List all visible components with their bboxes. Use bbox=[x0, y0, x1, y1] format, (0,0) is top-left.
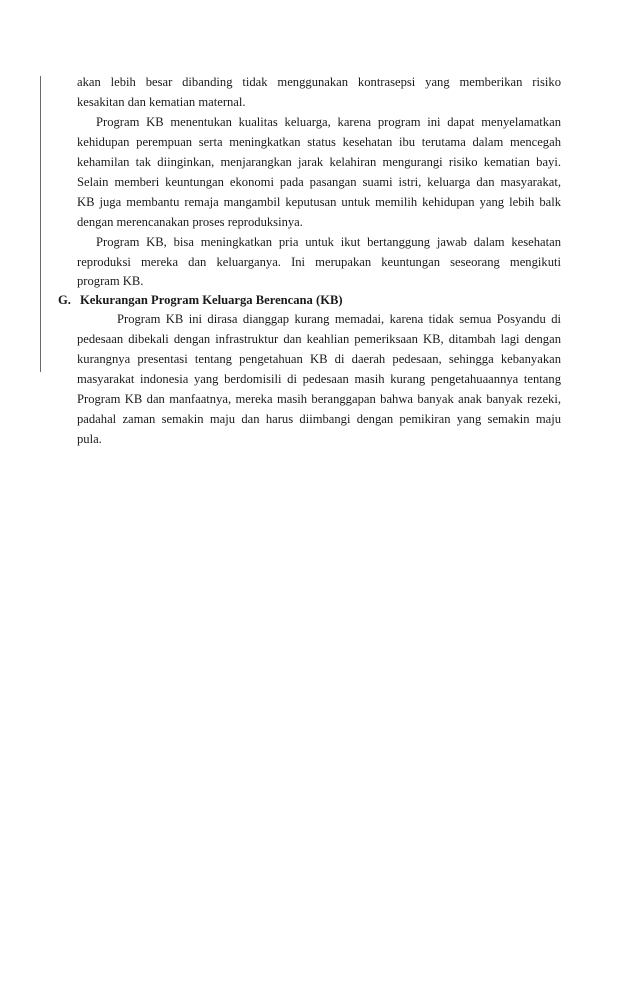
section-title: Kekurangan Program Keluarga Berencana (KB) bbox=[80, 293, 343, 307]
margin-rule bbox=[40, 76, 41, 372]
text-line: masyarakat indonesia yang berdomisili di pedesaan masih kurang pengetahuaannya tentang bbox=[77, 372, 561, 386]
text-line: pedesaan dibekali dengan infrastruktur dan keahlian pemeriksaan KB, ditambah lagi dengan bbox=[77, 332, 561, 346]
text-line: Selain memberi keuntungan ekonomi pada pasangan suami istri, keluarga dan masyarakat, bbox=[77, 175, 561, 189]
text-line: akan lebih besar dibanding tidak menggunakan kontrasepsi yang memberikan risiko bbox=[77, 75, 561, 89]
text-line: Program KB, bisa meningkatkan pria untuk ikut bertanggung jawab dalam kesehatan bbox=[96, 235, 561, 249]
text-line: Program KB menentukan kualitas keluarga, karena program ini dapat menyelamatkan bbox=[96, 115, 561, 129]
text-line: Program KB dan manfaatnya, mereka masih beranggapan bahwa banyak anak banyak rezeki, bbox=[77, 392, 561, 406]
text-line: dengan merencanakan proses reproduksinya. bbox=[77, 215, 303, 229]
text-line: kehidupan perempuan serta meningkatkan status kesehatan ibu terutama dalam mencegah bbox=[77, 135, 561, 149]
text-line: padahal zaman semakin maju dan harus diimbangi dengan pemikiran yang semakin maju bbox=[77, 412, 561, 426]
text-line: kesakitan dan kematian maternal. bbox=[77, 95, 246, 109]
section-heading bbox=[58, 290, 343, 310]
text-line: program KB. bbox=[77, 274, 144, 288]
text-line: reproduksi mereka dan keluarganya. Ini merupakan keuntungan seseorang mengikuti bbox=[77, 255, 561, 269]
text-line: KB juga membantu remaja mangambil keputusan untuk memilih kehidupan yang lebih balk bbox=[77, 195, 561, 209]
text-line: kehamilan tak diinginkan, menjarangkan jarak kelahiran mengurangi risiko kematian bayi. bbox=[77, 155, 561, 169]
section-letter: G. bbox=[58, 293, 71, 307]
text-line: Program KB ini dirasa dianggap kurang memadai, karena tidak semua Posyandu di bbox=[117, 312, 561, 326]
text-line: kurangnya presentasi tentang pengetahuan KB di daerah pedesaan, sehingga kebanyakan bbox=[77, 352, 561, 366]
text-line: pula. bbox=[77, 432, 102, 446]
